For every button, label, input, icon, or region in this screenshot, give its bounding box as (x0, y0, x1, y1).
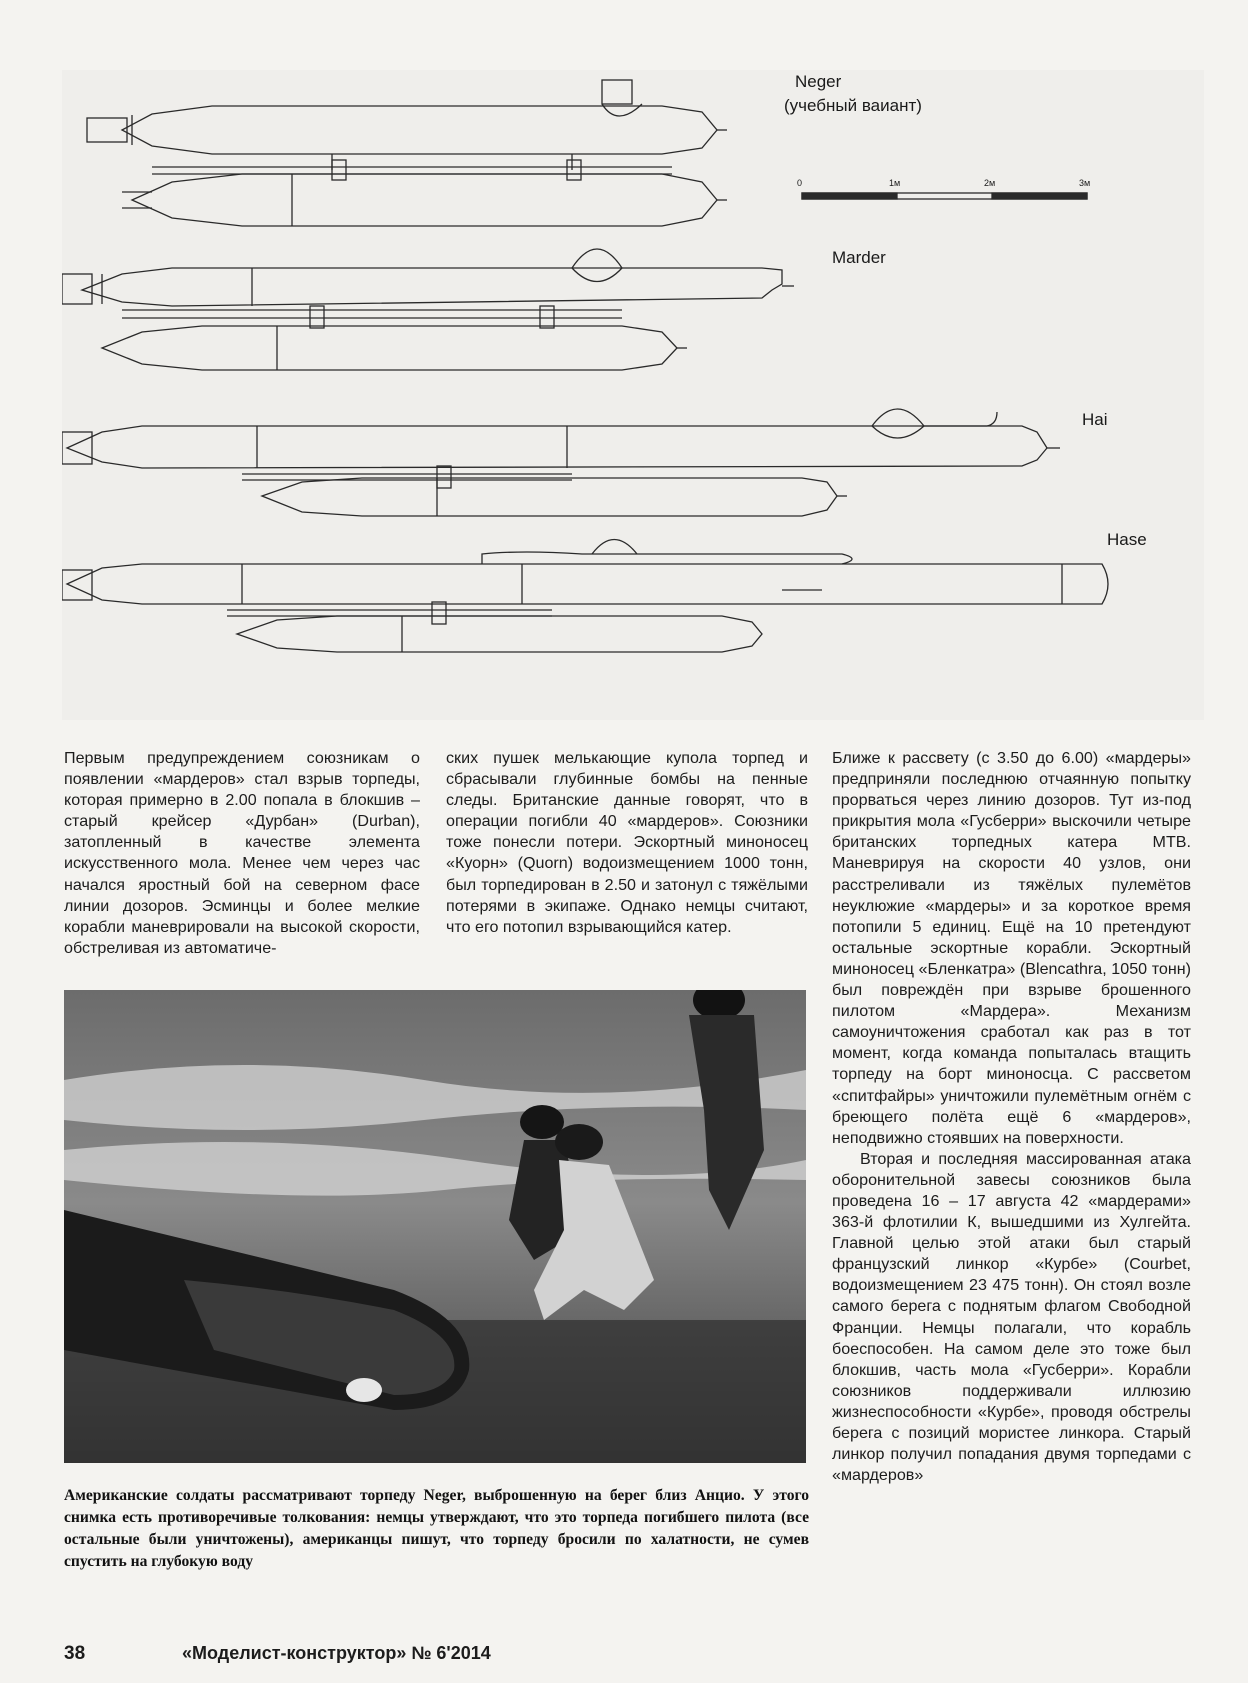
photo-illustration (64, 990, 806, 1463)
paragraph: Первым предупреждением союзникам о появлении «мардеров» стал взрыв торпеды, которая примерно в 2.00 попала в блокшив – старый крейсер «Дурбан» (Durban), затопленный в качестве элемента искусственного мола. Менее чем через час начался яростный бой на северном фасе линии дозоров. Эсминцы и более мелкие корабли маневрировали на высокой скорости, обстреливая из автоматиче- (64, 749, 420, 957)
paragraph: Ближе к рассвету (с 3.50 до 6.00) «мардеры» предприняли последнюю отчаянную попытку прорваться через линию дозоров. Тут из-под прикрытия мола «Гусберри» выскочили четыре британских торпедных катера МТВ. Маневрируя на скорости 40 узлов, они расстреливали из тяжёлых пулемётов неуклюжие «мардеры» и за короткое время потопили 5 единиц. Ещё на 10 претендуют остальные эскортные корабли. Эскортный миноносец «Бленкатра» (Blencathra, 1050 тонн) был повреждён при взрыве брошенного пилотом «Мардера». Механизм самоуничтожения сработал как раз в тот момент, когда команда попыталась втащить торпеду на борт миноносца. С рассветом «спитфайры» уничтожили пулемётным огнём с бреющего полёта ещё 6 «мардеров», неподвижно стоявших на поверхности. (832, 749, 1191, 1147)
paragraph: Вторая и последняя массированная атака оборонительной завесы союзников была проведена 16 – 17 августа 42 «мардерами» 363-й флотилии К, вышедшими из Хулгейта. Главной целью этой атаки был старый французский линкор «Курбе» (Courbet, водоизмещением 23 475 тонн). Он стоял возле самого берега с поднятым флагом Свободной Франции. Немцы полагали, что корабль боеспособен. На самом деле это тоже был блокшив, часть мола «Гусберри». Корабли союзников поддерживали иллюзию жизнеспособности «Курбе», проводя обстрелы берега с позиций мористее линкора. Старый линкор получил попадания двумя торпедами с «мардеров» (832, 1149, 1191, 1485)
text-column-2 (446, 748, 808, 938)
hai-label: Hai (1082, 410, 1108, 429)
magazine-title: «Моделист-конструктор» № 6'2014 (182, 1643, 491, 1663)
hai-drawing (62, 409, 1060, 516)
torpedo-drawings (62, 70, 1204, 720)
text-column-1 (64, 748, 420, 959)
scale-label-2m: 2м (984, 178, 996, 188)
page-number: 38 (64, 1643, 86, 1664)
marder-label: Marder (832, 248, 886, 267)
neger-drawing (87, 80, 727, 226)
text-column-3 (832, 748, 1191, 1486)
neger-sublabel: (учебный ваиант) (784, 96, 922, 115)
photo-caption: Американские солдаты рассматривают торпеду Neger, выброшенную на берег близ Анцио. У этого снимка есть противоречивые толкования: немцы утверждают, что это торпеда погибшего пилота (все остальные были уничтожены), американцы пишут, что торпеду бросили по халатности, не сумев спустить на глубокую воду (64, 1487, 809, 1570)
scale-label-0: 0 (797, 178, 803, 188)
scale-label-1m: 1м (889, 178, 901, 188)
beach-photo (64, 990, 806, 1463)
paragraph: ских пушек мелькающие купола торпед и сбрасывали глубинные бомбы на пенные следы. Британские данные говорят, что в операции погибли 40 «мардеров». Союзники тоже понесли потери. Эскортный миноносец «Куорн» (Quorn) водоизмещением 1000 тонн, был торпедирован в 2.50 и затонул с тяжёлыми потерями в экипаже. Однако немцы считают, что его потопил взрывающийся катер. (446, 749, 808, 936)
scale-bar (802, 193, 1087, 199)
scale-label-3m: 3м (1079, 178, 1091, 188)
neger-label: Neger (795, 72, 842, 91)
page-footer (64, 1643, 764, 1673)
marder-drawing (62, 249, 794, 370)
torpedo-line-art (62, 70, 1204, 720)
hase-drawing (62, 540, 1108, 653)
hase-label: Hase (1107, 530, 1147, 549)
